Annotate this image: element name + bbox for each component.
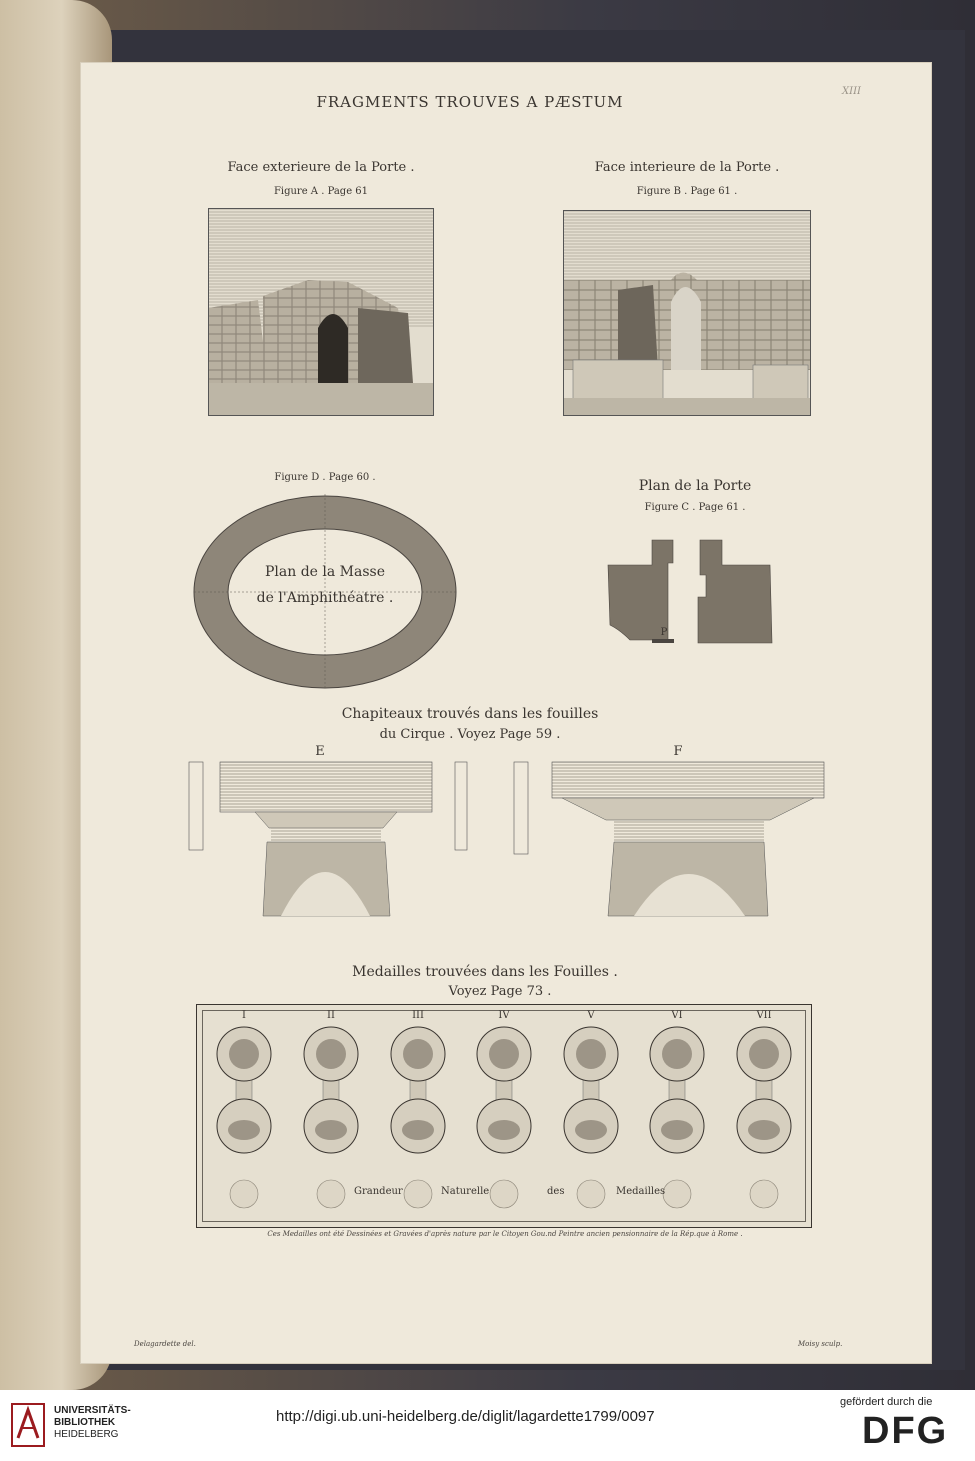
medal-reverse-figure	[315, 1120, 347, 1140]
medal-column-drawing	[295, 1022, 367, 1212]
capital-e-label: E	[315, 744, 325, 759]
medal-column-drawing	[641, 1022, 713, 1212]
size-word-3: des	[547, 1186, 565, 1197]
funded-by-text: gefördert durch die	[840, 1396, 933, 1408]
medal-numeral: III	[412, 1010, 424, 1021]
medal-connector	[323, 1080, 339, 1100]
capital-e-drawing	[185, 758, 475, 920]
medal-column-drawing	[555, 1022, 627, 1212]
capital-f-drawing	[510, 758, 828, 920]
fig-d-plan-line1: Plan de la Masse	[264, 564, 386, 580]
medal-obverse-figure	[403, 1039, 433, 1069]
library-line-1: UNIVERSITÄTS-	[54, 1405, 131, 1416]
size-word-2: Naturelle	[441, 1186, 490, 1197]
fig-a-label: Figure A . Page 61	[273, 186, 369, 197]
dfg-logo: DFG	[862, 1410, 949, 1452]
fig-c-caption: Plan de la Porte	[638, 478, 752, 494]
library-line-3: HEIDELBERG	[54, 1429, 119, 1440]
medal-reverse-figure	[661, 1120, 693, 1140]
medal-actual-size	[404, 1180, 432, 1208]
medal-reverse-figure	[575, 1120, 607, 1140]
medal-numeral: I	[242, 1010, 246, 1021]
medal-actual-size	[750, 1180, 778, 1208]
medal-actual-size	[490, 1180, 518, 1208]
medal-column-drawing	[208, 1022, 280, 1212]
medal-connector	[583, 1080, 599, 1100]
medal-reverse-figure	[748, 1120, 780, 1140]
plate-title: FRAGMENTS TROUVES A PÆSTUM	[316, 93, 624, 111]
medals-caption-line2: Voyez Page 73 .	[448, 984, 552, 999]
medal-obverse-figure	[229, 1039, 259, 1069]
fig-b-caption: Face interieure de la Porte .	[594, 160, 780, 175]
heidelberg-library-logo-icon	[10, 1402, 46, 1448]
medal-numeral: VI	[671, 1010, 683, 1021]
medal-connector	[410, 1080, 426, 1100]
page-url-link[interactable]: http://digi.ub.uni-heidelberg.de/diglit/lagardette1799/0097	[276, 1408, 655, 1425]
capitals-caption-line2: du Cirque . Voyez Page 59 .	[379, 727, 561, 742]
medals-caption-line1: Medailles trouvées dans les Fouilles .	[352, 964, 618, 980]
capital-f-label: F	[673, 744, 683, 759]
medal-actual-size	[230, 1180, 258, 1208]
medal-numeral: IV	[498, 1010, 510, 1021]
size-word-4: Medailles	[616, 1186, 666, 1197]
medal-reverse-figure	[488, 1120, 520, 1140]
fig-a-gate-exterior-engraving	[208, 208, 434, 416]
medal-actual-size	[663, 1180, 691, 1208]
medal-connector	[756, 1080, 772, 1100]
fig-d-plan-line2: de l'Amphithéatre .	[256, 590, 394, 606]
footer-bar	[0, 1390, 975, 1461]
medal-column-drawing	[382, 1022, 454, 1212]
medal-obverse-figure	[316, 1039, 346, 1069]
medal-obverse-figure	[749, 1039, 779, 1069]
capitals-caption-line1: Chapiteaux trouvés dans les fouilles	[341, 706, 599, 722]
fig-b-gate-interior-engraving	[563, 210, 811, 416]
medal-obverse-figure	[489, 1039, 519, 1069]
medal-reverse-figure	[228, 1120, 260, 1140]
size-word-1: Grandeur	[354, 1186, 403, 1197]
medal-numeral: V	[587, 1010, 595, 1021]
medal-actual-size	[317, 1180, 345, 1208]
medal-obverse-figure	[576, 1039, 606, 1069]
fig-d-label: Figure D . Page 60 .	[274, 472, 376, 483]
medal-reverse-figure	[402, 1120, 434, 1140]
artist-right-credit: Moisy sculp.	[798, 1340, 843, 1348]
medal-actual-size	[577, 1180, 605, 1208]
library-name	[54, 1405, 131, 1441]
medal-column-drawing	[468, 1022, 540, 1212]
fig-a-caption: Face exterieure de la Porte .	[227, 160, 415, 175]
fig-b-label: Figure B . Page 61 .	[636, 186, 738, 197]
medal-numeral: VII	[756, 1010, 772, 1021]
medal-column-drawing	[728, 1022, 800, 1212]
fig-c-gate-plan	[600, 535, 785, 650]
artist-left-credit: Delagardette del.	[134, 1340, 196, 1348]
medal-obverse-figure	[662, 1039, 692, 1069]
plate-number: XIII	[842, 86, 861, 97]
medal-connector	[496, 1080, 512, 1100]
medal-connector	[669, 1080, 685, 1100]
medal-connector	[236, 1080, 252, 1100]
medals-credit-line: Ces Medailles ont été Dessinées et Gravées d'après nature par le Citoyen Gou.nd Peintre ancien pensionnaire de la Rép.que à Rome .	[267, 1230, 743, 1238]
fig-c-label: Figure C . Page 61 .	[644, 502, 746, 513]
library-line-2: BIBLIOTHEK	[54, 1417, 116, 1428]
fig-c-marker: P	[660, 627, 668, 638]
medal-numeral: II	[327, 1010, 335, 1021]
